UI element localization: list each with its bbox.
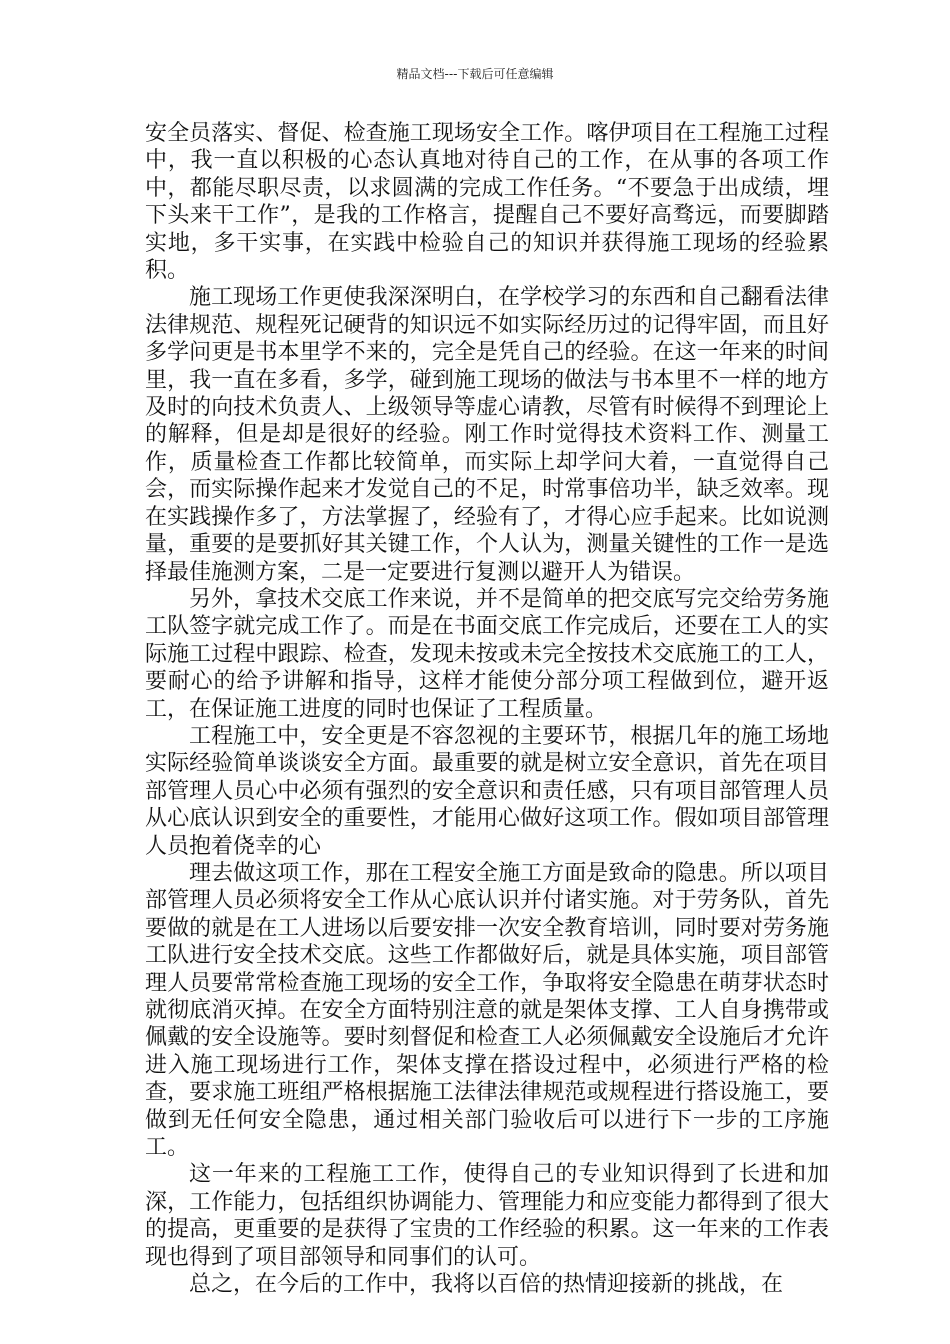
paragraph-5: 理去做这项工作，那在工程安全施工方面是致命的隐患。所以项目部管理人员必须将安全工作从心底认识并付诸实施。对于劳务队，首先要做的就是在工人进场以后要安排一次安全教育培训，同时要对劳务施工队进行安全技术交底。这些工作都做好后，就是具体实施，项目部管理人员要常常检查施工现场的安全工作，争取将安全隐患在萌芽状态时就彻底消灭掉。在安全方面特别注意的就是架体支撑、工人自身携带或佩戴的安全设施等。要时刻督促和检查工人必须佩戴安全设施后才允许进入施工现场进行工作，架体支撑在搭设过程中，必须进行严格的检查，要求施工班组严格根据施工法律法律规范或规程进行搭设施工，要做到无任何安全隐患，通过相关部门验收后可以进行下一步的工序施工。 bbox=[145, 860, 829, 1161]
paragraph-7: 总之，在今后的工作中，我将以百倍的热情迎接新的挑战，在 bbox=[189, 1272, 784, 1298]
paragraph-2: 施工现场工作更使我深深明白，在学校学习的东西和自己翻看法律法律规范、规程死记硬背的知识远不如实际经历过的记得牢固，而且好多学问更是书本里学不来的，完全是凭自己的经验。在这一年来的时间里，我一直在多看，多学，碰到施工现场的做法与书本里不一样的地方及时的向技术负责人、上级领导等虚心请教，尽管有时候得不到理论上的解释，但是却是很好的经验。刚工作时觉得技术资料工作、测量工作，质量检查工作都比较简单，而实际上却学问大着，一直觉得自己会，而实际操作起来才发觉自己的不足，时常事倍功半，缺乏效率。现在实践操作多了，方法掌握了，经验有了，才得心应手起来。比如说测量，重要的是要抓好其关键工作，个人认为，测量关键性的工作一是选择最佳施测方案，二是一定要进行复测以避开人为错误。 bbox=[145, 285, 829, 585]
paragraph-4: 工程施工中，安全更是不容忽视的主要环节，根据几年的施工场地实际经验简单谈谈安全方面。最重要的就是树立安全意识，首先在项目部管理人员心中必须有强烈的安全意识和责任感，只有项目部管理人员从心底认识到安全的重要性，才能用心做好这项工作。假如项目部管理人员抱着侥幸的心 bbox=[145, 723, 829, 859]
paragraph-1: 安全员落实、督促、检查施工现场安全工作。喀伊项目在工程施工过程中，我一直以积极的心态认真地对待自己的工作，在从事的各项工作中，都能尽职尽责，以求圆满的完成工作任务。“不要急于出成绩，埋下头来干工作”，是我的工作格言，提醒自己不要好高骛远，而要脚踏实地，多干实事，在实践中检验自己的知识并获得施工现场的经验累积。 bbox=[145, 121, 829, 284]
paragraph-6: 这一年来的工程施工工作，使得自己的专业知识得到了长进和加深，工作能力，包括组织协调能力、管理能力和应变能力都得到了很大的提高，更重要的是获得了宝贵的工作经验的积累。这一年来的工作表现也得到了项目部领导和同事们的认可。 bbox=[145, 1162, 829, 1270]
document-body bbox=[145, 120, 829, 1298]
page-header: 精品文档---下载后可任意编辑 bbox=[396, 67, 554, 81]
paragraph-3: 另外，拿技术交底工作来说，并不是简单的把交底写完交给劳务施工队签字就完成工作了。而是在书面交底工作完成后，还要在工人的实际施工过程中跟踪、检查，发现未按或未完全按技术交底施工的工人，要耐心的给予讲解和指导，这样才能使分部分项工程做到位，避开返工，在保证施工进度的同时也保证了工程质量。 bbox=[145, 586, 829, 722]
